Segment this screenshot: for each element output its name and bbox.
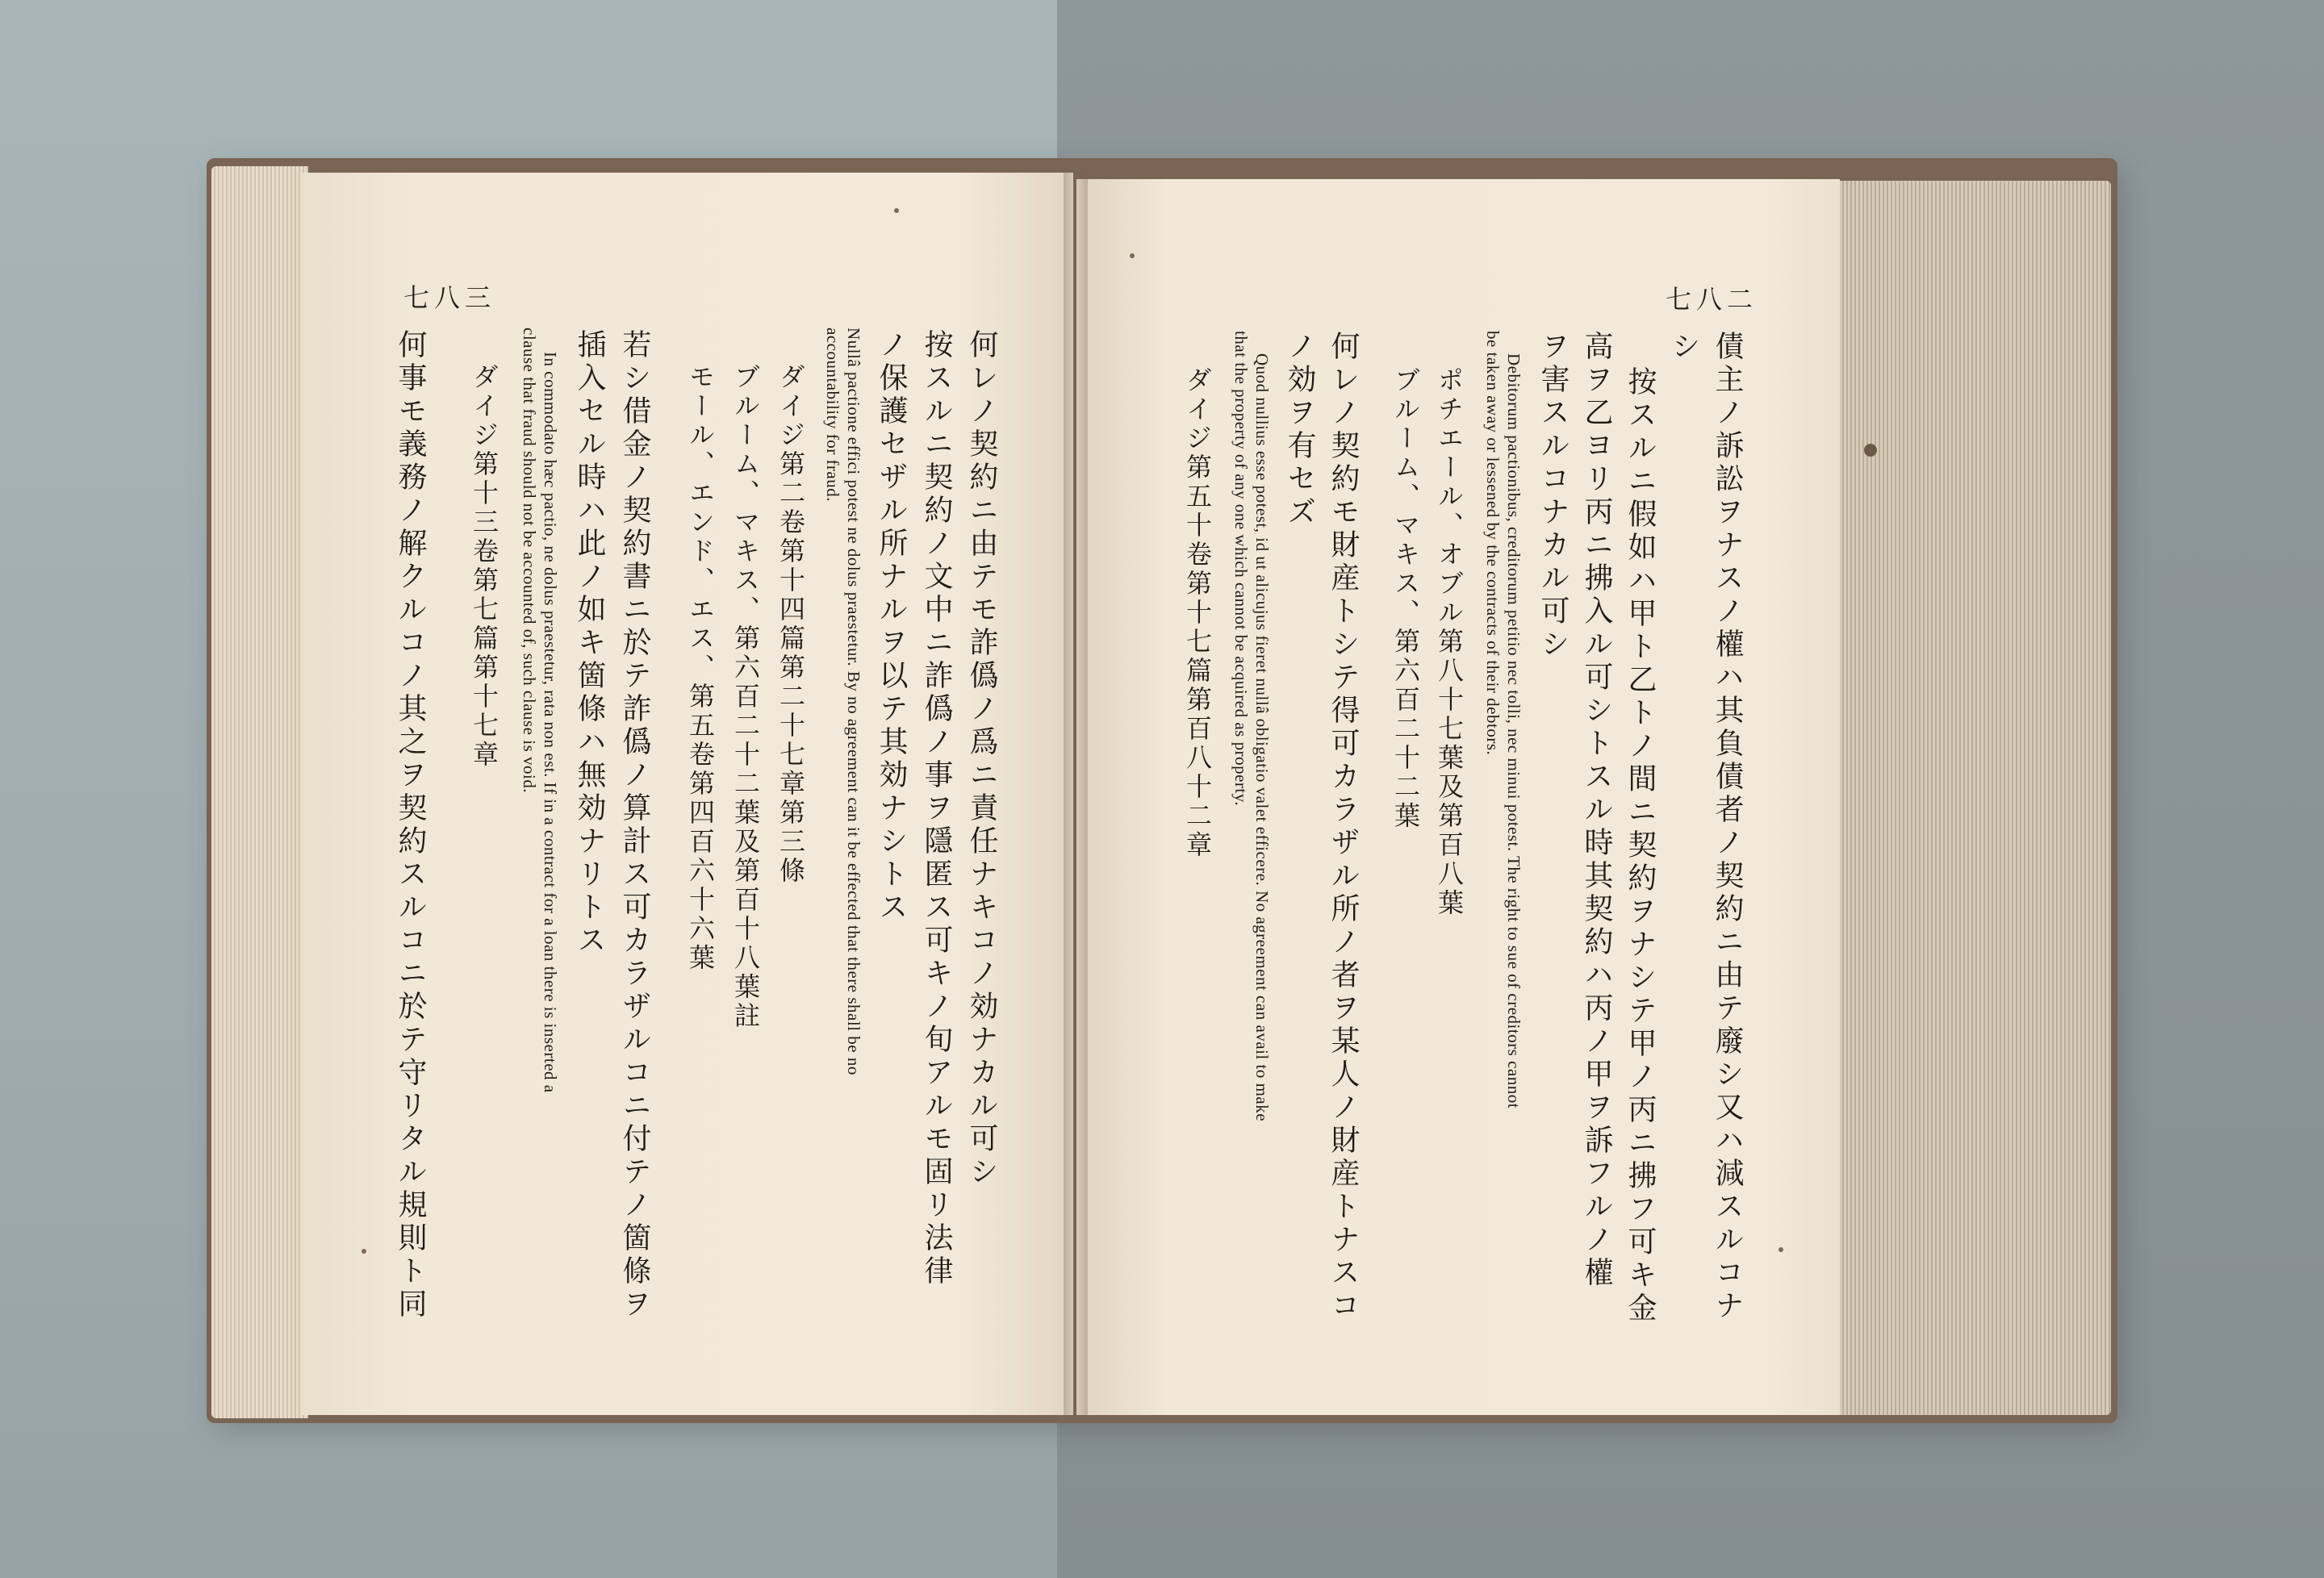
- page-edges-left: [211, 166, 308, 1418]
- text-column: 插入セル時ハ此ノ如キ箇條ハ無効ナリトス: [573, 329, 606, 958]
- text-column-english: be taken away or lessened by the contracts of their debtors.: [1483, 331, 1503, 756]
- right-page-folio: 七八二: [1666, 284, 1758, 315]
- text-column-citation: ブルーム、マキス、第六百二十二葉及第百十八葉註: [730, 363, 761, 1031]
- page-speck: [1779, 1247, 1783, 1252]
- page-speck: [1130, 253, 1135, 258]
- text-column-citation: モール、エンド、エス、第五卷第四百六十六葉: [685, 363, 716, 973]
- page-mark: [1864, 444, 1877, 457]
- text-column: 債主ノ訴訟ヲナスノ權ハ其負債者ノ契約ニ由テ廢シ又ハ減スルコナ: [1711, 331, 1744, 1323]
- text-column: 按スルニ假如ハ甲ト乙トノ間ニ契約ヲナシテ甲ノ丙ニ拂フ可キ金: [1624, 366, 1657, 1325]
- text-column-citation: ダイジ第五十卷第十七篇第百八十二章: [1182, 366, 1213, 860]
- page-edges-right: [1840, 181, 2111, 1415]
- text-column: 何事モ義務ノ解クルコノ其之ヲ契約スルコニ於テ守リタル規則ト同: [394, 329, 427, 1321]
- text-column-citation: ブルーム、マキス、第六百二十二葉: [1390, 366, 1421, 831]
- text-column: ヲ害スルコナカル可シ: [1536, 331, 1570, 662]
- text-column-english: Debitorum pactionibus, creditorum petitio nec tolli, nec minui potest. The right to sue of creditors cannot: [1504, 353, 1524, 1109]
- text-column: シ: [1667, 331, 1700, 364]
- text-column-english: Nullâ pactione effici potest ne dolus praestetur. By no agreement can it be effected that there shall be no: [844, 328, 864, 1075]
- text-column: 何レノ契約モ財産トシテ得可カラザル所ノ者ヲ某人ノ財産トナスコ: [1327, 331, 1360, 1323]
- text-column-citation: ダイジ第十三卷第七篇第十七章: [469, 363, 499, 770]
- text-column-english: Quod nullius esse potest, id ut alicujus fieret nullâ obligatio valet efficere. No agreement can avail to make: [1252, 353, 1273, 1122]
- text-column-english: that the property of any one which cannot be acquired as property.: [1231, 331, 1252, 807]
- text-column-english: In commodato hæc pactio, ne dolus praestetur, rata non est. If in a contract for a loan there is inserted a: [541, 352, 561, 1093]
- left-page-folio: 七八三: [403, 282, 496, 313]
- text-column: 高ヲ乙ヨリ丙ニ拂入ル可シトスル時其契約ハ丙ノ甲ヲ訴フルノ權: [1580, 331, 1613, 1290]
- text-column: 按スルニ契約ノ文中ニ詐僞ノ事ヲ隱匿ス可キノ旬アルモ固リ法律: [920, 329, 953, 1288]
- text-column-english: clause that fraud should not be accounted of, such clause is void.: [520, 328, 540, 794]
- text-column-citation: ダイジ第二卷第十四篇第二十七章第三條: [775, 363, 806, 886]
- page-speck: [894, 208, 899, 213]
- page-speck: [362, 1249, 366, 1254]
- text-column: 若シ借金ノ契約書ニ於テ詐僞ノ算計ス可カラザルコニ付テノ箇條ヲ: [618, 329, 651, 1321]
- right-page: [1076, 179, 1840, 1415]
- text-column: ノ効ヲ有セズ: [1283, 331, 1316, 529]
- left-page: [300, 173, 1073, 1415]
- text-column: ノ保護セザル所ナルヲ以テ其効ナシトス: [875, 329, 908, 925]
- text-column-citation: ポチエール、オブル第八十七葉及第百八葉: [1434, 366, 1465, 918]
- text-column: 何レノ契約ニ由テモ詐僞ノ爲ニ責任ナキコノ効ナカル可シ: [965, 329, 998, 1189]
- book-gutter: [1064, 166, 1088, 1421]
- text-column-english: accountability for fraud.: [823, 328, 843, 502]
